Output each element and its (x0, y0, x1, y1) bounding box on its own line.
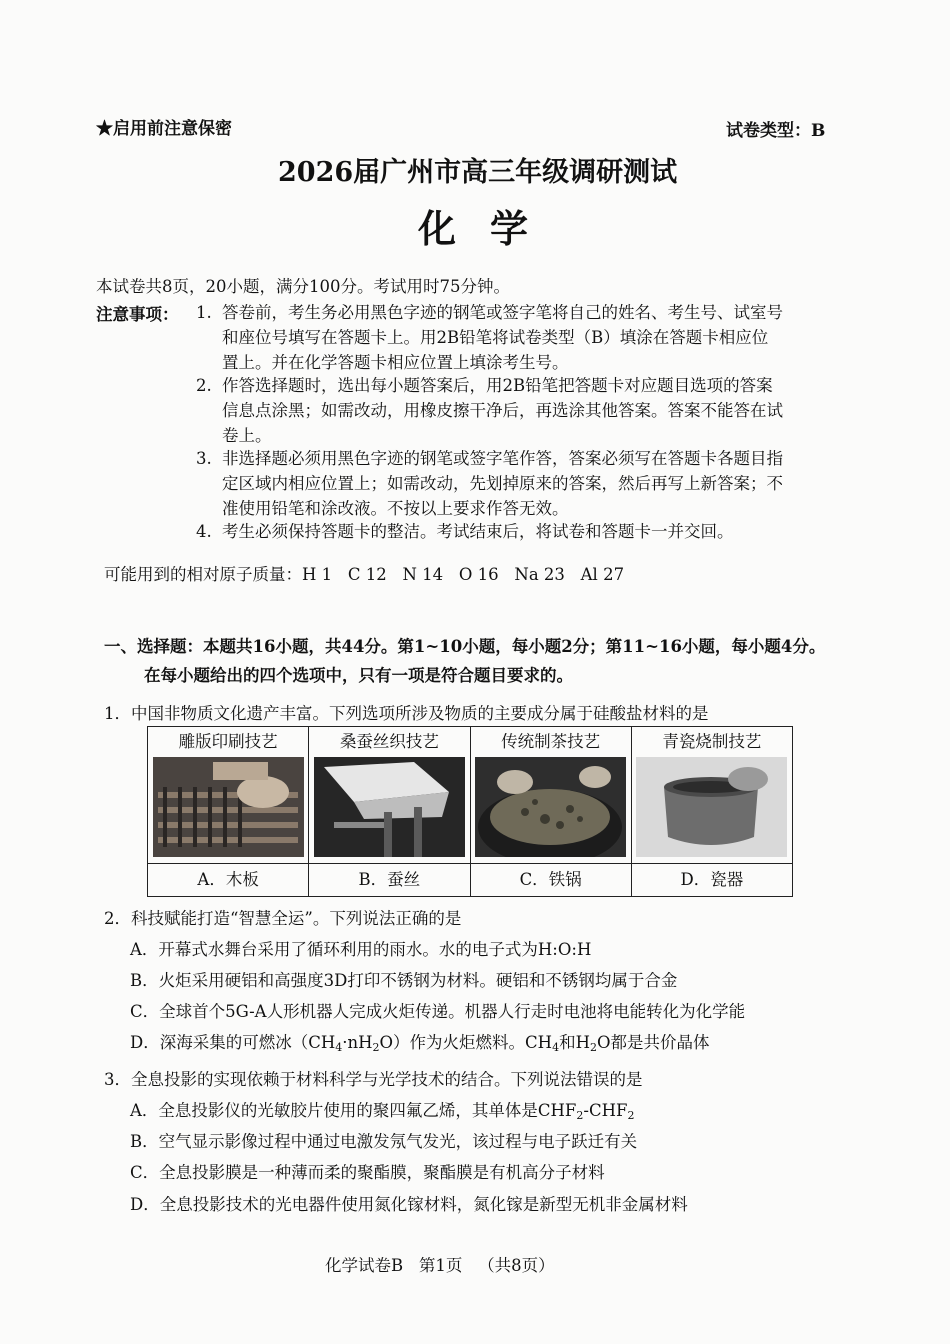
notice-line: 作答选择题时，选出每小题答案后，用2B铅笔把答题卡对应题目选项的答案 (222, 376, 773, 395)
question-2-stem: 2．科技赋能打造“智慧全运”。下列说法正确的是 (104, 909, 462, 928)
notice-line: 定区域内相应位置上；如需改动，先划掉原来的答案，然后再写上新答案；不 (222, 474, 783, 493)
notice-line: 和座位号填写在答题卡上。用2B铅笔将试卷类型（B）填涂在答题卡相应位 (222, 328, 769, 347)
notice-number: 4. (196, 522, 212, 541)
notice-number: 2. (196, 376, 212, 395)
section-heading: 一、选择题：本题共16小题，共44分。第1~10小题，每小题2分；第11~16小题，每小题4分。 (104, 637, 826, 656)
craft-title: 传统制茶技艺 (501, 732, 601, 751)
notice-line: 置上。并在化学答题卡相应位置上填涂考生号。 (222, 353, 569, 372)
craft-title: 青瓷烧制技艺 (662, 732, 762, 751)
notice-line: 卷上。 (222, 426, 272, 445)
question-3-option-c: C．全息投影膜是一种薄而柔的聚酯膜，聚酯膜是有机高分子材料 (130, 1163, 605, 1182)
silk-weaving-photo (314, 757, 465, 857)
option-c: C．铁锅 (470, 864, 631, 897)
notice-line: 考生必须保持答题卡的整洁。考试结束后，将试卷和答题卡一并交回。 (222, 522, 734, 541)
craft-title: 桑蚕丝织技艺 (339, 732, 439, 751)
tea-making-photo (475, 757, 626, 857)
question-2-option-d: D．深海采集的可燃冰$(CH_4\cdot nH_2O)$作为火炬燃料。$CH_4$和$H_2O$都是共价晶体 (130, 1033, 710, 1054)
question-2-option-a: A．开幕式水舞台采用了循环利用的雨水。水的电子式为H:O:H (130, 940, 592, 959)
paper-type: 试卷类型：B (726, 121, 826, 141)
question-1-table (147, 726, 793, 897)
question-2-option-c: C．全球首个5G-A人形机器人完成火炬传递。机器人行走时电池将电能转化为化学能 (130, 1002, 746, 1021)
question-2-option-b: B．火炬采用硬铝和高强度3D打印不锈钢为材料。硬铝和不锈钢均属于合金 (130, 971, 678, 990)
celadon-firing-photo (636, 757, 787, 857)
question-3-option-b: B．空气显示影像过程中通过电激发氖气发光，该过程与电子跃迁有关 (130, 1132, 638, 1151)
notice-label: 注意事项： (96, 305, 179, 324)
exam-title: 2026届广州市高三年级调研测试 (278, 157, 678, 188)
notice-line: 答卷前，考生务必用黑色字迹的钢笔或签字笔将自己的姓名、考生号、试室号 (222, 303, 783, 322)
question-3-option-a: A．全息投影仪的光敏胶片使用的聚四氟乙烯，其单体是$CHF_2-CHF_2$ (130, 1101, 635, 1122)
question-3-option-d: D．全息投影技术的光电器件使用氮化镓材料，氮化镓是新型无机非金属材料 (130, 1195, 688, 1214)
page-footer: 化学试卷B 第1页 （共8页） (325, 1256, 555, 1275)
notice-number: 1. (196, 303, 212, 322)
notice-line: 非选择题必须用黑色字迹的钢笔或签字笔作答，答案必须写在答题卡各题目指 (222, 449, 783, 468)
question-1-stem: 1．中国非物质文化遗产丰富。下列选项所涉及物质的主要成分属于硅酸盐材料的是 (104, 704, 709, 723)
notice-line: 准使用铅笔和涂改液。不按以上要求作答无效。 (222, 499, 569, 518)
exam-summary: 本试卷共8页，20小题，满分100分。考试用时75分钟。 (96, 277, 510, 296)
woodblock-printing-photo (153, 757, 304, 857)
option-cell-d (631, 727, 792, 864)
option-cell-b (309, 727, 470, 864)
section-instruction: 在每小题给出的四个选项中，只有一项是符合题目要求的。 (144, 666, 573, 685)
craft-title: 雕版印刷技艺 (178, 732, 278, 751)
notice-number: 3. (196, 449, 212, 468)
option-d: D．瓷器 (631, 864, 792, 897)
subject-title: 化学 (418, 206, 563, 251)
option-a: A．木板 (148, 864, 309, 897)
notice-line: 信息点涂黑；如需改动，用橡皮擦干净后，再选涂其他答案。答案不能答在试 (222, 401, 783, 420)
option-b: B．蚕丝 (309, 864, 470, 897)
atomic-mass-line: 可能用到的相对原子质量：H 1 C 12 N 14 O 16 Na 23 Al 27 (104, 565, 625, 584)
confidential-mark: ★启用前注意保密 (96, 119, 232, 139)
option-cell-a (148, 727, 309, 864)
option-cell-c (470, 727, 631, 864)
question-3-stem: 3．全息投影的实现依赖于材料科学与光学技术的结合。下列说法错误的是 (104, 1070, 643, 1089)
